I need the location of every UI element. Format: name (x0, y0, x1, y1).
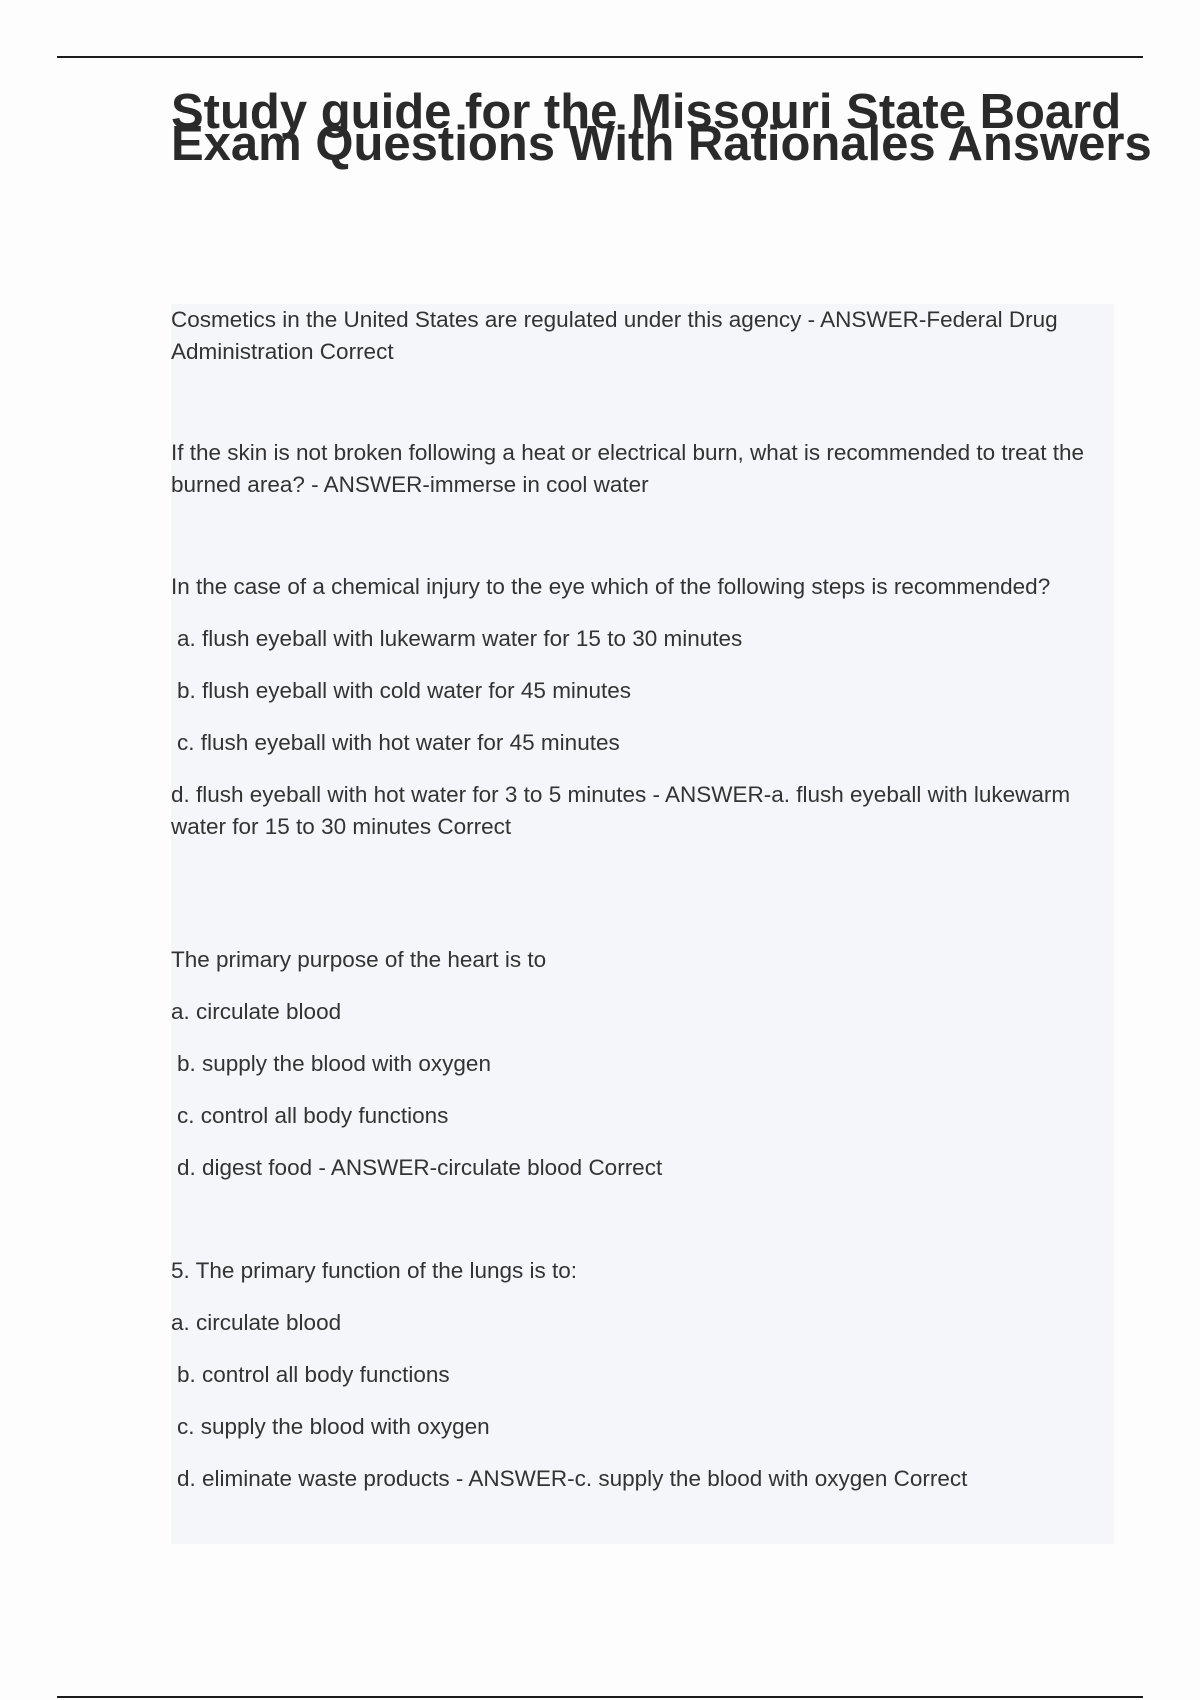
answer-option: a. flush eyeball with lukewarm water for 15 to 30 minutes (177, 626, 743, 651)
question-text: Cosmetics in the United States are regulated under this agency - ANSWER-Federal Drug Administration Correct (171, 307, 1058, 364)
answer-option: b. control all body functions (177, 1362, 450, 1387)
answer-option: c. flush eyeball with hot water for 45 minutes (177, 730, 620, 755)
answer-option: a. circulate blood (171, 1310, 342, 1335)
answer-option: d. flush eyeball with hot water for 3 to 5 minutes - ANSWER-a. flush eyeball with lukewarm water for 15 to 30 minutes Correct (171, 782, 1071, 839)
answer-option: c. supply the blood with oxygen (177, 1414, 490, 1439)
question-text: If the skin is not broken following a heat or electrical burn, what is recommended to treat the burned area? - ANSWER-immerse in cool water (171, 440, 1084, 497)
question-block-3 (171, 571, 1114, 843)
question-text: 5. The primary function of the lungs is to: (171, 1258, 578, 1283)
top-rule (57, 56, 1143, 58)
question-text: The primary purpose of the heart is to (171, 947, 547, 972)
answer-option: b. supply the blood with oxygen (177, 1051, 491, 1076)
question-block-4 (171, 944, 1114, 1184)
bottom-rule (57, 1696, 1143, 1698)
answer-option: d. eliminate waste products - ANSWER-c. supply the blood with oxygen Correct (177, 1466, 968, 1491)
document-title: Study guide for the Missouri State Board Exam Questions With Rationales Answers (171, 85, 1152, 171)
qa-content (171, 304, 1114, 1544)
question-block-5 (171, 1255, 1114, 1495)
question-block-1 (171, 304, 1114, 368)
answer-option: c. control all body functions (177, 1103, 449, 1128)
answer-option: d. digest food - ANSWER-circulate blood Correct (177, 1155, 663, 1180)
answer-option: b. flush eyeball with cold water for 45 minutes (177, 678, 631, 703)
question-block-2 (171, 437, 1114, 501)
question-text: In the case of a chemical injury to the eye which of the following steps is recommended? (171, 574, 1051, 599)
answer-option: a. circulate blood (171, 999, 342, 1024)
